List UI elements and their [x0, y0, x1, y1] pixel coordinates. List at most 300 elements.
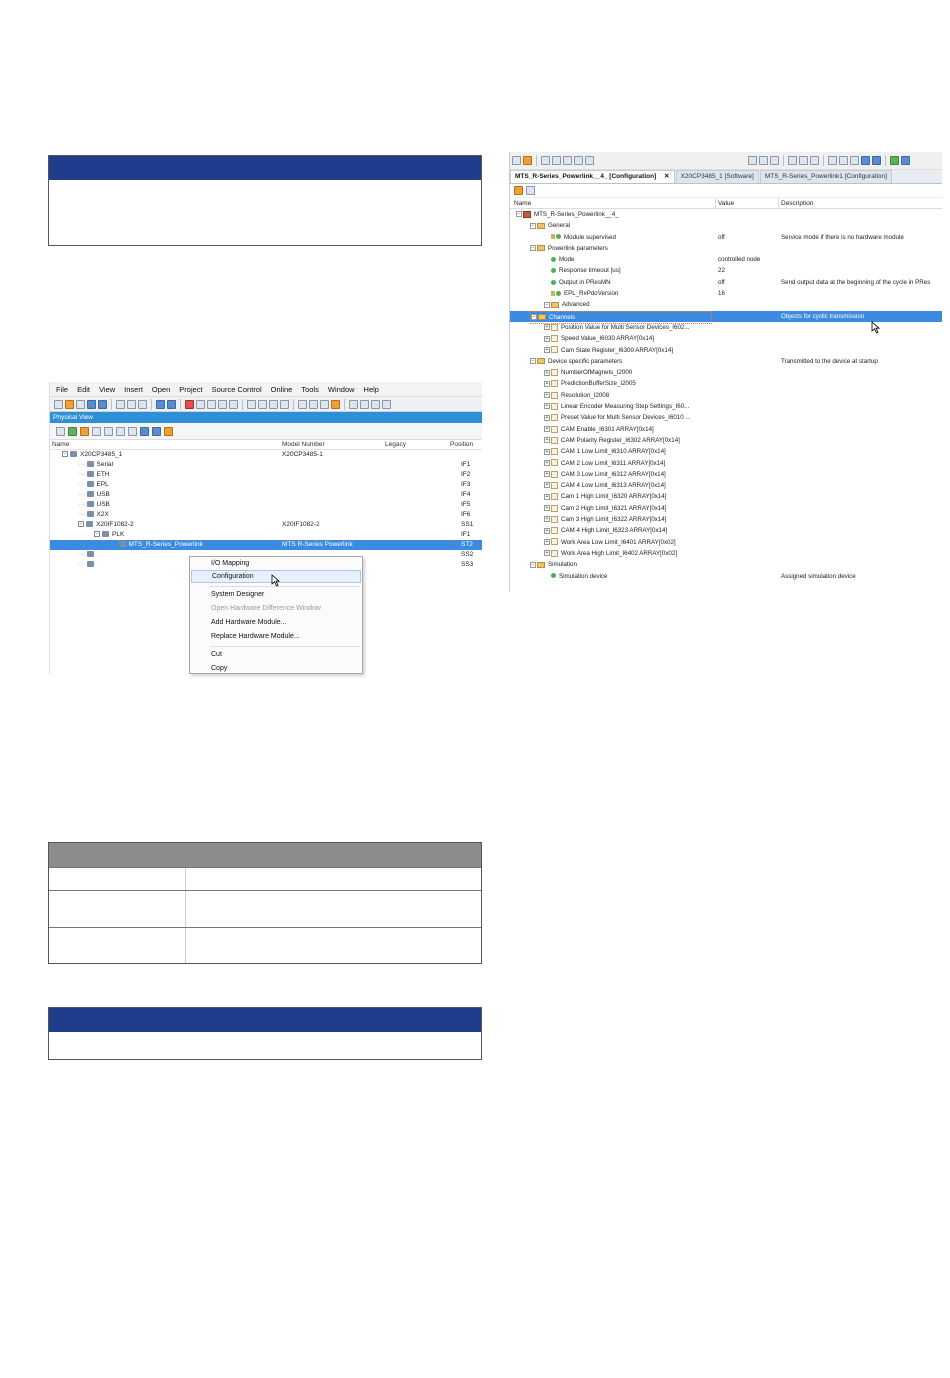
- config-row-name: [544, 446, 712, 457]
- tool-icon[interactable]: [320, 400, 329, 409]
- config-row[interactable]: [510, 277, 942, 288]
- transfer-icon[interactable]: [523, 156, 532, 165]
- collapse-icon[interactable]: −: [517, 211, 521, 218]
- menu-tools[interactable]: Tools: [301, 384, 319, 394]
- collapse-icon[interactable]: −: [531, 561, 535, 568]
- tab-configuration-active[interactable]: MTS_R-Series_Powerlink__4_ [Configuration] ✕: [510, 170, 675, 183]
- tool-icon[interactable]: [164, 427, 173, 436]
- config-row-value[interactable]: off: [718, 233, 725, 241]
- tree-row-position: SS1: [461, 521, 474, 528]
- object-icon: [551, 448, 558, 455]
- config-row-name: [544, 345, 712, 356]
- tool-icon[interactable]: [56, 427, 65, 436]
- folder-icon: [551, 302, 559, 308]
- config-row-label: Speed Value_I6030 ARRAY[0x14]: [561, 335, 654, 343]
- note-box-bottom-header: [49, 1008, 481, 1032]
- config-row-label: NumberOfMagnets_I2000: [561, 369, 633, 377]
- config-row[interactable]: [510, 412, 942, 423]
- config-row-label: Position Value for Multi Sensor Devices_I602...: [561, 323, 690, 331]
- config-row[interactable]: [510, 571, 942, 582]
- config-row-label: CAM Polarity Register_I6302 ARRAY[0x14]: [561, 436, 680, 444]
- tool-icon[interactable]: [280, 400, 289, 409]
- config-row-name: [544, 548, 712, 559]
- config-row[interactable]: [510, 480, 942, 491]
- tree-line-icon: ···: [110, 541, 117, 548]
- menu-source-control[interactable]: Source Control: [211, 384, 262, 394]
- expand-icon[interactable]: +: [545, 392, 549, 399]
- parameter-icon: [551, 257, 556, 262]
- save-all-icon[interactable]: [98, 400, 107, 409]
- config-row[interactable]: [510, 333, 942, 344]
- config-row[interactable]: [510, 435, 942, 446]
- config-row[interactable]: [510, 356, 942, 367]
- info-table-header: [49, 843, 481, 867]
- tree-row[interactable]: [50, 470, 482, 480]
- config-row[interactable]: [510, 265, 942, 276]
- tool-icon[interactable]: [850, 156, 859, 165]
- folder-icon: [537, 245, 545, 251]
- tree-row-model: X20IF1082-2: [282, 521, 320, 528]
- folder-icon: [538, 314, 546, 320]
- config-row[interactable]: [510, 491, 942, 502]
- config-row-label: Work Area Low Limit_I6401 ARRAY[0x02]: [561, 538, 676, 546]
- tool-icon[interactable]: [872, 156, 881, 165]
- config-row-label: MTS_R-Series_Powerlink__4_: [534, 211, 619, 218]
- power-icon[interactable]: [512, 156, 521, 165]
- expand-icon[interactable]: +: [545, 493, 549, 500]
- tree-row[interactable]: [50, 500, 482, 510]
- tool-icon[interactable]: [152, 427, 161, 436]
- config-row-label: Cam State Register_I6300 ARRAY[0x14]: [561, 346, 674, 354]
- mouse-cursor-icon: [271, 574, 280, 587]
- object-icon: [551, 538, 558, 545]
- tool-icon[interactable]: [748, 156, 757, 165]
- expand-icon[interactable]: +: [545, 527, 549, 534]
- config-row-value[interactable]: controlled node: [718, 256, 761, 264]
- tree-row-name: [94, 530, 124, 540]
- tool-icon[interactable]: [382, 400, 391, 409]
- tool-icon[interactable]: [759, 156, 768, 165]
- config-row[interactable]: [510, 503, 942, 514]
- note-box-top-header: [49, 156, 481, 180]
- tool-icon[interactable]: [68, 427, 77, 436]
- config-row-name: [516, 209, 712, 220]
- config-row[interactable]: [510, 299, 942, 310]
- hardware-icon: [119, 541, 126, 547]
- config-row[interactable]: [510, 345, 942, 356]
- info-table: [48, 842, 482, 964]
- expand-icon[interactable]: +: [545, 426, 549, 432]
- config-row[interactable]: [510, 232, 942, 243]
- collapse-icon[interactable]: −: [532, 314, 536, 321]
- config-row-name: [544, 254, 712, 265]
- menu-item-add-hardware-module[interactable]: Add Hardware Module...: [211, 619, 287, 626]
- hardware-icon: [87, 511, 94, 517]
- tool-icon[interactable]: [901, 156, 910, 165]
- save-icon[interactable]: [87, 400, 96, 409]
- config-row-label: EPL_RxPdoVersion: [564, 290, 619, 298]
- config-row-name: [544, 378, 712, 389]
- tool-icon[interactable]: [128, 427, 137, 436]
- config-row-name: [544, 232, 712, 243]
- config-row-name: [544, 277, 712, 288]
- expand-icon[interactable]: +: [545, 505, 549, 512]
- menu-project[interactable]: Project: [179, 384, 203, 394]
- collapse-icon[interactable]: −: [545, 301, 549, 308]
- tree-row-position: SS2: [461, 551, 474, 558]
- config-row-name: [544, 514, 712, 525]
- config-row-label: Work Area High Limit_I6402 ARRAY[0x02]: [561, 549, 678, 557]
- tool-icon[interactable]: [104, 427, 113, 436]
- lock-icon: [551, 291, 555, 296]
- tool-icon[interactable]: [770, 156, 779, 165]
- object-icon: [551, 403, 558, 410]
- tool-icon[interactable]: [360, 400, 369, 409]
- config-row[interactable]: [510, 514, 942, 525]
- tree-line-icon: ···: [78, 501, 85, 508]
- tree-row[interactable]: [50, 490, 482, 500]
- config-row[interactable]: [510, 548, 942, 559]
- hardware-icon: [87, 461, 94, 467]
- tool-icon[interactable]: [269, 400, 278, 409]
- editor-tabs: [510, 170, 942, 184]
- tool-icon[interactable]: [514, 186, 523, 195]
- config-row[interactable]: [510, 537, 942, 548]
- config-row-name: [544, 390, 712, 401]
- tool-icon[interactable]: [861, 156, 870, 165]
- expand-icon[interactable]: +: [545, 516, 549, 523]
- tree-row[interactable]: [50, 540, 482, 550]
- object-icon: [551, 414, 558, 421]
- config-row-description: Service mode if there is no hardware module: [781, 233, 904, 241]
- open-icon[interactable]: [65, 400, 74, 409]
- collapse-icon[interactable]: −: [531, 222, 535, 229]
- config-row-label: Module supervised: [564, 233, 616, 241]
- config-row[interactable]: [510, 390, 942, 401]
- menu-open[interactable]: Open: [151, 384, 171, 394]
- object-icon: [551, 324, 558, 331]
- config-row[interactable]: [510, 209, 942, 220]
- tree-row-name: [78, 510, 109, 520]
- tab-software[interactable]: X20CP3485_1 [Software]: [676, 170, 759, 183]
- expand-icon[interactable]: +: [545, 448, 549, 455]
- menu-help[interactable]: Help: [363, 384, 379, 394]
- tree-row-position: IF2: [461, 471, 471, 478]
- expand-icon[interactable]: +: [545, 538, 549, 545]
- config-row-name: [544, 412, 712, 423]
- tool-icon[interactable]: [298, 400, 307, 409]
- close-icon[interactable]: ✕: [664, 173, 670, 180]
- tree-row-model: MTS R-Series Powerlink: [282, 541, 353, 548]
- tool-icon[interactable]: [80, 427, 89, 436]
- tree-row-position: IF5: [461, 501, 471, 508]
- delete-icon[interactable]: [185, 400, 194, 409]
- expand-icon[interactable]: +: [545, 459, 549, 466]
- configuration-column-header: [510, 198, 942, 209]
- menu-window[interactable]: Window: [327, 384, 355, 394]
- tree-line-icon: ···: [78, 461, 85, 468]
- tool-icon[interactable]: [828, 156, 837, 165]
- expand-icon[interactable]: +: [545, 369, 549, 376]
- hardware-icon: [87, 471, 94, 477]
- open-folder-icon[interactable]: [76, 400, 85, 409]
- config-row-name: [544, 571, 712, 582]
- tree-row-name: [78, 490, 110, 500]
- hardware-icon: [70, 451, 77, 457]
- tool-icon[interactable]: [839, 156, 848, 165]
- paste-icon[interactable]: [138, 400, 147, 409]
- config-row-label: Powerlink parameters: [548, 244, 608, 252]
- hardware-icon: [87, 501, 94, 507]
- tool-icon[interactable]: [552, 156, 561, 165]
- config-row-label: CAM 4 High Limit_I6323 ARRAY[0x14]: [561, 527, 668, 535]
- config-row-name: [544, 322, 712, 333]
- menu-item-io-mapping[interactable]: I/O Mapping: [211, 560, 250, 567]
- tree-row-label: ETH: [96, 471, 110, 478]
- config-row-name: [530, 356, 712, 367]
- expand-icon[interactable]: +: [545, 324, 549, 331]
- tool-icon[interactable]: [218, 400, 227, 409]
- expand-icon[interactable]: −: [95, 531, 99, 538]
- folder-icon: [537, 358, 545, 364]
- configuration-toolbar: [510, 152, 942, 170]
- object-icon: [551, 380, 558, 387]
- object-icon: [551, 550, 558, 557]
- expand-icon[interactable]: +: [545, 403, 549, 410]
- config-row-label: Channels: [549, 313, 576, 321]
- tree-row[interactable]: [50, 460, 482, 470]
- object-icon: [551, 471, 558, 478]
- config-row[interactable]: [510, 288, 942, 299]
- config-row-label: Output in PResMN: [559, 278, 611, 286]
- expand-icon[interactable]: −: [63, 451, 67, 458]
- menu-edit[interactable]: Edit: [77, 384, 91, 394]
- config-row-label: Response timeout [us]: [559, 267, 621, 275]
- config-row[interactable]: [510, 378, 942, 389]
- tree-row-name: [78, 550, 97, 560]
- menu-insert[interactable]: Insert: [124, 384, 143, 394]
- object-icon: [551, 426, 558, 433]
- tool-icon[interactable]: [574, 156, 583, 165]
- config-row-value[interactable]: 22: [718, 267, 725, 275]
- config-row-label: CAM 4 Low Limit_I6313 ARRAY[0x14]: [561, 482, 666, 490]
- tree-row[interactable]: [50, 520, 482, 530]
- tree-row-name: [78, 560, 97, 570]
- config-row-name: [544, 480, 712, 491]
- physical-view-toolbar: [50, 423, 482, 440]
- column-position[interactable]: Position: [450, 441, 474, 448]
- config-row[interactable]: [510, 559, 942, 570]
- expand-icon[interactable]: +: [545, 550, 549, 557]
- column-legacy[interactable]: Legacy: [385, 441, 406, 448]
- tool-icon[interactable]: [92, 427, 101, 436]
- object-icon: [551, 527, 558, 534]
- parameter-icon: [556, 291, 561, 296]
- column-name[interactable]: Name: [514, 200, 532, 207]
- config-row-label: Simulation: [548, 561, 577, 569]
- tree-row-label: X20CP3485_1: [80, 451, 123, 458]
- tab-configuration[interactable]: MTS_R-Series_Powerlink1 [Configuration]: [760, 170, 892, 183]
- tool-icon[interactable]: [331, 400, 340, 409]
- config-row-name: [530, 559, 712, 570]
- folder-icon: [537, 223, 545, 229]
- parameter-icon: [556, 234, 561, 239]
- tree-row[interactable]: [50, 530, 482, 540]
- menu-item-copy[interactable]: Copy: [211, 665, 228, 672]
- config-row-label: Linear Encoder Measuring Step Settings_I60...: [561, 403, 690, 411]
- config-row-name: [544, 288, 712, 299]
- tree-row-position: IF3: [461, 481, 471, 488]
- config-row-name: [544, 469, 712, 480]
- tool-icon[interactable]: [116, 427, 125, 436]
- config-row-description: Objects for cyclic transmission: [781, 312, 865, 320]
- config-row-label: PredictionBufferSize_I2005: [561, 380, 636, 388]
- config-row-value[interactable]: off: [718, 278, 725, 286]
- parameter-icon: [551, 280, 556, 285]
- config-row[interactable]: [510, 525, 942, 536]
- hardware-icon: [86, 521, 93, 527]
- configuration-screenshot: [509, 152, 942, 592]
- tool-icon[interactable]: [371, 400, 380, 409]
- column-value[interactable]: Value: [718, 200, 735, 207]
- expand-icon[interactable]: +: [545, 437, 549, 444]
- config-row-label: Advanced: [562, 301, 590, 309]
- expand-icon[interactable]: +: [545, 414, 549, 421]
- tool-icon[interactable]: [309, 400, 318, 409]
- menu-item-replace-hardware-module[interactable]: Replace Hardware Module...: [211, 633, 300, 640]
- tool-icon[interactable]: [229, 400, 238, 409]
- config-row[interactable]: [510, 220, 942, 231]
- tree-row-model: X20CP3485-1: [282, 451, 323, 458]
- tree-row-position: SS3: [461, 561, 474, 568]
- config-row-label: Cam 3 High Limit_I6322 ARRAY[0x14]: [561, 516, 667, 524]
- hardware-icon: [102, 531, 109, 537]
- menu-item-system-designer[interactable]: System Designer: [211, 591, 265, 598]
- tree-row-name: [62, 450, 122, 460]
- collapse-icon[interactable]: −: [531, 358, 535, 365]
- config-row-label: General: [548, 222, 571, 230]
- column-description[interactable]: Description: [781, 200, 814, 207]
- object-icon: [551, 516, 558, 523]
- tree-line-icon: ···: [78, 561, 85, 568]
- tree-row-position: IF4: [461, 491, 471, 498]
- hardware-icon: [87, 481, 94, 487]
- expand-icon[interactable]: −: [79, 521, 83, 528]
- tree-row-name: [78, 520, 134, 530]
- menu-item-open-hardware-difference[interactable]: Open Hardware Difference Window: [211, 605, 321, 612]
- config-row-label: CAM Enable_I6301 ARRAY[0x14]: [561, 425, 654, 433]
- tree-row-label: PLK: [112, 531, 125, 538]
- expand-icon[interactable]: +: [545, 380, 549, 387]
- config-row-description: Transmitted to the device at startup: [781, 357, 878, 365]
- note-box-top: [48, 155, 482, 246]
- tree-row[interactable]: [50, 510, 482, 520]
- copy-icon[interactable]: [127, 400, 136, 409]
- config-row-name: [544, 401, 712, 412]
- expand-icon[interactable]: +: [545, 471, 549, 478]
- tree-line-icon: ···: [78, 471, 85, 478]
- tool-icon[interactable]: [541, 156, 550, 165]
- menu-online[interactable]: Online: [270, 384, 293, 394]
- config-row-name: [544, 299, 712, 310]
- tool-icon[interactable]: [890, 156, 899, 165]
- tool-icon[interactable]: [247, 400, 256, 409]
- menu-file[interactable]: File: [56, 384, 69, 394]
- config-row[interactable]: [510, 458, 942, 469]
- editor-toolbar: [510, 184, 942, 198]
- config-row-name: [544, 491, 712, 502]
- hardware-icon: [87, 551, 94, 557]
- column-model-number[interactable]: Model Number: [282, 441, 325, 448]
- tool-icon[interactable]: [526, 186, 535, 195]
- column-name[interactable]: Name: [52, 441, 70, 448]
- tree-row-name: [110, 540, 203, 550]
- config-row[interactable]: [510, 367, 942, 378]
- tool-icon[interactable]: [563, 156, 572, 165]
- tool-icon[interactable]: [349, 400, 358, 409]
- tool-icon[interactable]: [196, 400, 205, 409]
- object-icon: [551, 335, 558, 342]
- tree-row-position: ST2: [461, 541, 473, 548]
- config-row[interactable]: [510, 469, 942, 480]
- config-row-label: CAM 3 Low Limit_I6312 ARRAY[0x14]: [561, 470, 666, 478]
- menu-view[interactable]: View: [99, 384, 116, 394]
- config-row-name: [544, 265, 712, 276]
- tree-line-icon: ···: [78, 491, 85, 498]
- tree-row-label: Serial: [96, 461, 114, 468]
- tree-row-label: EPL: [96, 481, 109, 488]
- expand-icon[interactable]: +: [545, 346, 549, 353]
- tool-icon[interactable]: [788, 156, 797, 165]
- config-row[interactable]: [510, 254, 942, 265]
- tree-row[interactable]: [50, 450, 482, 460]
- expand-icon[interactable]: +: [545, 482, 549, 489]
- config-row-label: Simulation device: [559, 572, 608, 580]
- info-table-row: [49, 867, 481, 890]
- tool-icon[interactable]: [799, 156, 808, 165]
- config-row[interactable]: [510, 243, 942, 254]
- tool-icon[interactable]: [585, 156, 594, 165]
- tool-icon[interactable]: [207, 400, 216, 409]
- menu-bar: [50, 382, 482, 397]
- collapse-icon[interactable]: −: [531, 245, 535, 252]
- object-icon: [551, 493, 558, 500]
- config-row-name: [530, 220, 712, 231]
- tool-icon[interactable]: [258, 400, 267, 409]
- tree-row[interactable]: [50, 480, 482, 490]
- menu-item-cut[interactable]: Cut: [211, 651, 222, 658]
- config-row[interactable]: [510, 446, 942, 457]
- physical-view-title: Physical View: [50, 412, 482, 423]
- tool-icon[interactable]: [140, 427, 149, 436]
- config-row-value[interactable]: 16: [718, 290, 725, 298]
- expand-icon[interactable]: +: [545, 335, 549, 342]
- tree-row-label: USB: [96, 491, 110, 498]
- parameter-icon: [551, 573, 556, 578]
- tool-icon[interactable]: [810, 156, 819, 165]
- config-row-label: CAM 2 Low Limit_I6311 ARRAY[0x14]: [561, 459, 666, 467]
- redo-icon[interactable]: [167, 400, 176, 409]
- config-row-description: Send output data at the beginning of the cycle in PRes: [781, 278, 931, 286]
- new-icon[interactable]: [54, 400, 63, 409]
- config-row[interactable]: [510, 401, 942, 412]
- undo-icon[interactable]: [156, 400, 165, 409]
- object-icon: [551, 505, 558, 512]
- object-icon: [551, 482, 558, 489]
- menu-item-configuration[interactable]: Configuration: [191, 570, 361, 583]
- cut-icon[interactable]: [116, 400, 125, 409]
- config-row[interactable]: [510, 424, 942, 435]
